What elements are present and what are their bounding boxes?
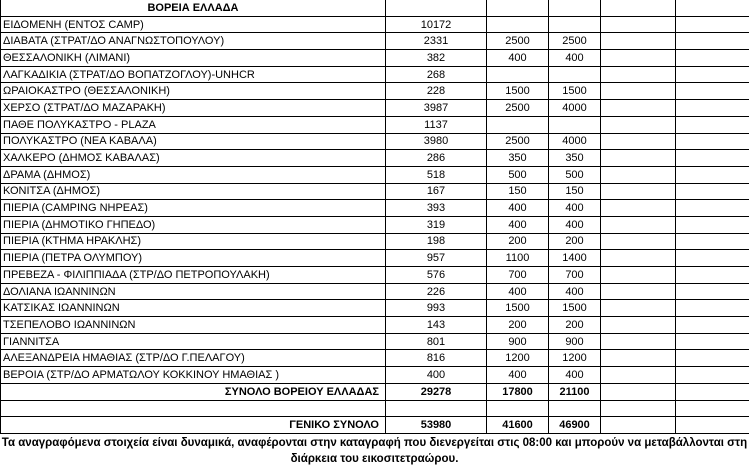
site-name: ΘΕΣΣΑΛΟΝΙΚΗ (ΛΙΜΑΝΙ) <box>1 50 386 67</box>
site-name: ΠΙΕΡΙΑ (ΚΤΗΜΑ ΗΡΑΚΛΗΣ) <box>1 233 386 250</box>
present-count: 400 <box>386 367 487 384</box>
max-capacity: 400 <box>549 50 601 67</box>
capacity: 150 <box>487 183 549 200</box>
max-capacity: 4000 <box>549 133 601 150</box>
capacity: 700 <box>487 267 549 284</box>
grand-total-row <box>1 417 749 434</box>
max-capacity: 200 <box>549 233 601 250</box>
empty-cell <box>676 383 749 400</box>
table-row <box>1 83 749 100</box>
table-row <box>1 300 749 317</box>
table-row <box>1 150 749 167</box>
max-capacity: 400 <box>549 367 601 384</box>
section-header-row <box>1 0 749 16</box>
table-row <box>1 250 749 267</box>
empty-cell <box>386 400 487 417</box>
present-count: 576 <box>386 267 487 284</box>
present-count: 167 <box>386 183 487 200</box>
site-name: ΠΙΕΡΙΑ (CAMPING ΝΗΡΕΑΣ) <box>1 200 386 217</box>
present-count: 286 <box>386 150 487 167</box>
table-row <box>1 133 749 150</box>
site-name: ΒΕΡΟΙΑ (ΣΤΡ/ΔΟ ΑΡΜΑΤΩΛΟΥ ΚΟΚΚΙΝΟΥ ΗΜΑΘΙΑΣ ) <box>1 367 386 384</box>
present-count: 319 <box>386 216 487 233</box>
empty-cell <box>601 50 676 67</box>
empty-cell <box>676 200 749 217</box>
empty-cell <box>676 300 749 317</box>
empty-cell <box>601 66 676 83</box>
empty-cell <box>549 400 601 417</box>
present-count: 3980 <box>386 133 487 150</box>
capacity: 500 <box>487 166 549 183</box>
empty-cell <box>676 150 749 167</box>
empty-cell <box>676 66 749 83</box>
empty-cell <box>676 116 749 133</box>
empty-cell <box>601 417 676 434</box>
capacity: 400 <box>487 200 549 217</box>
empty-cell <box>676 133 749 150</box>
empty-cell <box>676 400 749 417</box>
table-row <box>1 116 749 133</box>
max-capacity: 350 <box>549 150 601 167</box>
empty-cell <box>676 367 749 384</box>
empty-cell <box>601 250 676 267</box>
max-capacity: 150 <box>549 183 601 200</box>
table-row <box>1 66 749 83</box>
empty-cell <box>601 400 676 417</box>
empty-cell <box>676 50 749 67</box>
capacity: 1200 <box>487 350 549 367</box>
empty-cell <box>676 333 749 350</box>
empty-cell <box>676 267 749 284</box>
max-capacity: 400 <box>549 216 601 233</box>
present-count: 2331 <box>386 33 487 50</box>
present-count: 816 <box>386 350 487 367</box>
capacity: 2500 <box>487 133 549 150</box>
capacity: 400 <box>487 216 549 233</box>
present-count: 10172 <box>386 16 487 33</box>
site-name: ΧΑΛΚΕΡΟ (ΔΗΜΟΣ ΚΑΒΑΛΑΣ) <box>1 150 386 167</box>
present-count: 518 <box>386 166 487 183</box>
max-capacity: 1500 <box>549 300 601 317</box>
max-capacity: 46900 <box>549 417 601 434</box>
empty-cell <box>676 16 749 33</box>
capacity: 17800 <box>487 383 549 400</box>
max-capacity: 400 <box>549 283 601 300</box>
empty-cell <box>676 317 749 334</box>
empty-cell <box>676 233 749 250</box>
empty-cell <box>601 166 676 183</box>
site-name: ΛΑΓΚΑΔΙΚΙΑ (ΣΤΡΑΤ/ΔΟ ΒΟΠΑΤΖΟΓΛΟΥ)-UNHCR <box>1 66 386 83</box>
present-count: 226 <box>386 283 487 300</box>
section-title: ΒΟΡΕΙΑ ΕΛΛΑΔΑ <box>1 0 386 16</box>
empty-cell <box>676 417 749 434</box>
empty-cell <box>676 216 749 233</box>
table-row <box>1 317 749 334</box>
empty-cell <box>601 367 676 384</box>
empty-cell <box>676 250 749 267</box>
table-row <box>1 367 749 384</box>
present-count: 957 <box>386 250 487 267</box>
site-name: ΚΑΤΣΙΚΑΣ ΙΩΑΝΝΙΝΩΝ <box>1 300 386 317</box>
capacity: 200 <box>487 233 549 250</box>
table-row <box>1 216 749 233</box>
site-name: ΠΙΕΡΙΑ (ΠΕΤΡΑ ΟΛΥΜΠΟΥ) <box>1 250 386 267</box>
capacity: 200 <box>487 317 549 334</box>
present-count: 228 <box>386 83 487 100</box>
present-count: 393 <box>386 200 487 217</box>
table-row <box>1 50 749 67</box>
max-capacity: 500 <box>549 166 601 183</box>
present-count: 143 <box>386 317 487 334</box>
table-row <box>1 350 749 367</box>
max-capacity: 1200 <box>549 350 601 367</box>
empty-cell <box>676 183 749 200</box>
table-row <box>1 283 749 300</box>
empty-cell <box>601 83 676 100</box>
site-name: ΣΥΝΟΛΟ ΒΟΡΕΙΟΥ ΕΛΛΑΔΑΣ <box>1 383 386 400</box>
empty-cell <box>601 383 676 400</box>
empty-cell <box>601 100 676 117</box>
empty-cell <box>601 283 676 300</box>
empty-cell <box>601 150 676 167</box>
capacity <box>487 16 549 33</box>
present-count: 268 <box>386 66 487 83</box>
present-count: 53980 <box>386 417 487 434</box>
max-capacity: 900 <box>549 333 601 350</box>
max-capacity: 400 <box>549 200 601 217</box>
empty-cell <box>601 300 676 317</box>
capacity: 400 <box>487 367 549 384</box>
empty-cell <box>487 400 549 417</box>
table-row <box>1 100 749 117</box>
capacity: 400 <box>487 50 549 67</box>
empty-cell <box>676 33 749 50</box>
max-capacity <box>549 66 601 83</box>
table-row <box>1 16 749 33</box>
max-capacity: 4000 <box>549 100 601 117</box>
empty-cell <box>1 400 386 417</box>
site-name: ΔΟΛΙΑΝΑ ΙΩΑΝΝΙΝΩΝ <box>1 283 386 300</box>
present-count: 993 <box>386 300 487 317</box>
table-row <box>1 200 749 217</box>
empty-cell <box>601 116 676 133</box>
table-row <box>1 33 749 50</box>
site-name: ΔΡΑΜΑ (ΔΗΜΟΣ) <box>1 166 386 183</box>
empty-cell <box>601 267 676 284</box>
max-capacity <box>549 16 601 33</box>
empty-cell <box>601 183 676 200</box>
table-row <box>1 233 749 250</box>
capacity: 1500 <box>487 83 549 100</box>
table-row <box>1 267 749 284</box>
max-capacity <box>549 116 601 133</box>
site-name: ΩΡΑΙΟΚΑΣΤΡΟ (ΘΕΣΣΑΛΟΝΙΚΗ) <box>1 83 386 100</box>
capacity: 400 <box>487 283 549 300</box>
table-row <box>1 183 749 200</box>
capacity: 1100 <box>487 250 549 267</box>
max-capacity: 1400 <box>549 250 601 267</box>
empty-cell <box>676 100 749 117</box>
max-capacity: 2500 <box>549 33 601 50</box>
empty-row <box>1 400 749 417</box>
capacity: 41600 <box>487 417 549 434</box>
empty-cell <box>601 16 676 33</box>
capacity: 350 <box>487 150 549 167</box>
capacity <box>487 66 549 83</box>
empty-cell <box>601 200 676 217</box>
capacity: 2500 <box>487 100 549 117</box>
capacity <box>487 116 549 133</box>
present-count: 3987 <box>386 100 487 117</box>
site-name: ΤΣΕΠΕΛΟΒΟ ΙΩΑΝΝΙΝΩΝ <box>1 317 386 334</box>
empty-cell <box>601 350 676 367</box>
empty-cell <box>601 233 676 250</box>
max-capacity: 1500 <box>549 83 601 100</box>
empty-cell <box>601 133 676 150</box>
site-name: ΓΙΑΝΝΙΤΣΑ <box>1 333 386 350</box>
capacity: 1500 <box>487 300 549 317</box>
site-name: ΠΑΘΕ ΠΟΛΥΚΑΣΤΡΟ - PLAZA <box>1 116 386 133</box>
subtotal-row <box>1 383 749 400</box>
max-capacity: 21100 <box>549 383 601 400</box>
empty-cell <box>601 333 676 350</box>
table-row <box>1 333 749 350</box>
empty-cell <box>676 350 749 367</box>
site-name: ΧΕΡΣΟ (ΣΤΡΑΤ/ΔΟ ΜΑΖΑΡΑΚΗ) <box>1 100 386 117</box>
site-name: ΠΙΕΡΙΑ (ΔΗΜΟΤΙΚΟ ΓΗΠΕΔΟ) <box>1 216 386 233</box>
empty-cell <box>601 33 676 50</box>
max-capacity: 200 <box>549 317 601 334</box>
present-count: 382 <box>386 50 487 67</box>
empty-cell <box>676 283 749 300</box>
capacity: 900 <box>487 333 549 350</box>
site-name: ΔΙΑΒΑΤΑ (ΣΤΡΑΤ/ΔΟ ΑΝΑΓΝΩΣΤΟΠΟΥΛΟΥ) <box>1 33 386 50</box>
footnote: Τα αναγραφόμενα στοιχεία είναι δυναμικά, αναφέρονται στην καταγραφή που διενεργείται στις 08:00 και μπορούν να μεταβάλλονται στη διάρκεια του εικοσιτετραώρου. <box>1 436 748 465</box>
site-name: ΚΟΝΙΤΣΑ (ΔΗΜΟΣ) <box>1 183 386 200</box>
empty-cell <box>601 216 676 233</box>
empty-cell <box>676 166 749 183</box>
site-name: ΑΛΕΞΑΝΔΡΕΙΑ ΗΜΑΘΙΑΣ (ΣΤΡ/ΔΟ Γ.ΠΕΛΑΓΟΥ) <box>1 350 386 367</box>
site-name: ΕΙΔΟΜΕΝΗ (ΕΝΤΟΣ CAMP) <box>1 16 386 33</box>
present-count: 198 <box>386 233 487 250</box>
site-name: ΠΟΛΥΚΑΣΤΡΟ (ΝΕΑ ΚΑΒΑΛΑ) <box>1 133 386 150</box>
max-capacity: 700 <box>549 267 601 284</box>
present-count: 801 <box>386 333 487 350</box>
site-name: ΠΡΕΒΕΖΑ - ΦΙΛΙΠΠΙΑΔΑ (ΣΤΡ/ΔΟ ΠΕΤΡΟΠΟΥΛΑΚΗ) <box>1 267 386 284</box>
present-count: 1137 <box>386 116 487 133</box>
empty-cell <box>676 83 749 100</box>
site-name: ΓΕΝΙΚΟ ΣΥΝΟΛΟ <box>1 417 386 434</box>
table-row <box>1 166 749 183</box>
present-count: 29278 <box>386 383 487 400</box>
empty-cell <box>601 317 676 334</box>
capacity: 2500 <box>487 33 549 50</box>
